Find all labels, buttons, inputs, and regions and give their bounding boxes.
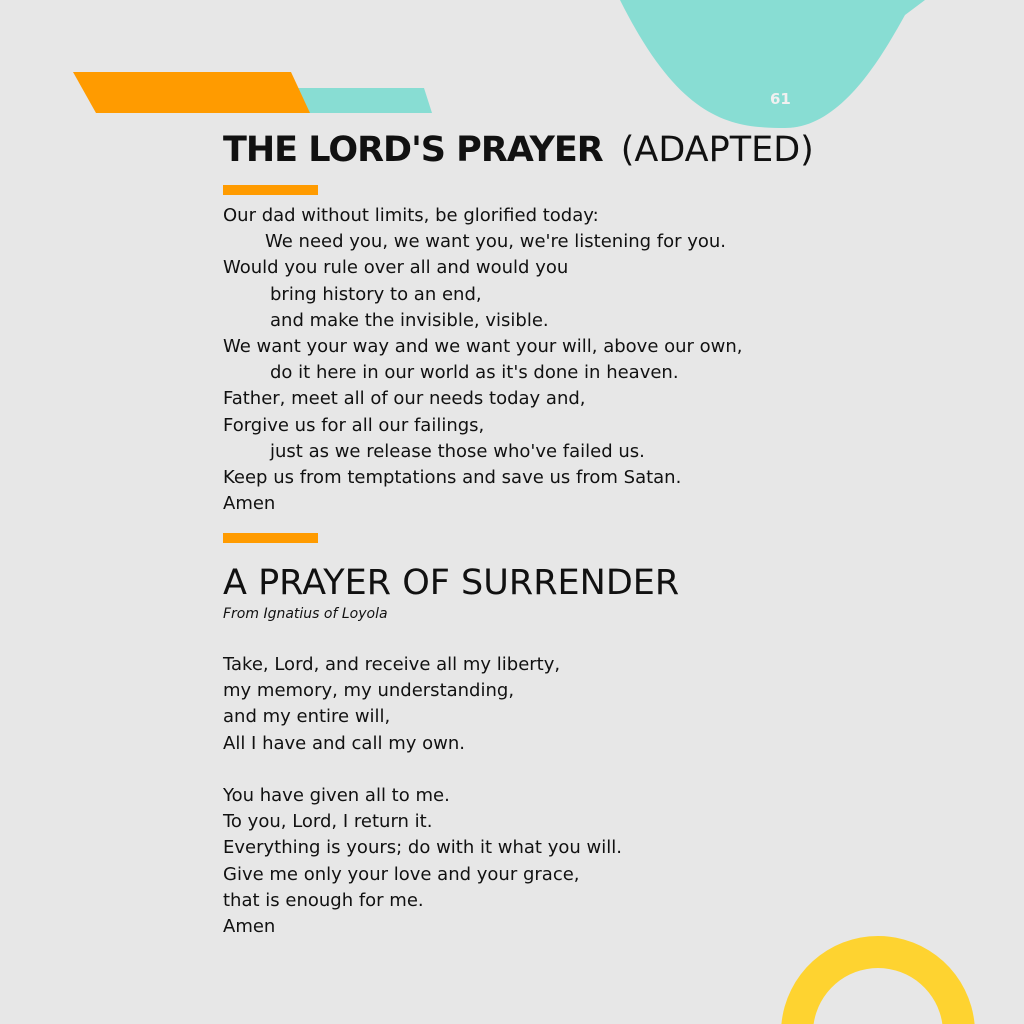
prayer-line: do it here in our world as it's done in heaven.	[270, 362, 679, 384]
prayer-line: that is enough for me.	[223, 889, 424, 911]
orange-divider	[223, 533, 318, 543]
teal-blob	[620, 0, 925, 128]
prayer-line	[223, 757, 622, 783]
yellow-ring	[781, 936, 974, 1024]
prayer-line: bring history to an end,	[270, 283, 482, 305]
prayer-line: Everything is yours; do with it what you will.	[223, 837, 622, 859]
surrender-text	[223, 652, 622, 940]
orange-stripe	[73, 72, 310, 113]
prayer-line: Amen	[223, 915, 276, 937]
teal-stripe	[298, 88, 432, 113]
prayer-line: and my entire will,	[223, 706, 391, 728]
lords-prayer-title	[223, 130, 814, 170]
prayer-line: Give me only your love and your grace,	[223, 863, 580, 885]
prayer-line: just as we release those who've failed us.	[270, 440, 645, 462]
prayer-line: We need you, we want you, we're listening for you.	[265, 231, 727, 253]
title-suffix: (ADAPTED)	[620, 130, 814, 170]
prayer-line: Amen	[223, 493, 276, 515]
prayer-line: Our dad without limits, be glorified today:	[223, 205, 599, 226]
title-main: THE LORD'S PRAYER	[223, 130, 603, 170]
prayer-line: To you, Lord, I return it.	[223, 811, 433, 833]
prayer-line: Take, Lord, and receive all my liberty,	[223, 654, 561, 675]
prayer-line: Father, meet all of our needs today and,	[223, 388, 586, 410]
prayer-line: Would you rule over all and would you	[223, 257, 569, 279]
prayer-line: and make the invisible, visible.	[270, 309, 549, 331]
prayer-line: You have given all to me.	[223, 784, 450, 806]
prayer-line: All I have and call my own.	[223, 732, 465, 754]
lords-prayer-text	[223, 203, 743, 517]
page-number: 61	[770, 90, 791, 108]
orange-divider	[223, 185, 318, 195]
surrender-title: A PRAYER OF SURRENDER	[223, 563, 680, 603]
prayer-line: We want your way and we want your will, above our own,	[223, 335, 743, 357]
prayer-line: Keep us from temptations and save us from Satan.	[223, 466, 682, 488]
prayer-line: my memory, my understanding,	[223, 680, 515, 702]
surrender-subtitle: From Ignatius of Loyola	[223, 606, 388, 622]
prayer-line: Forgive us for all our failings,	[223, 414, 485, 436]
